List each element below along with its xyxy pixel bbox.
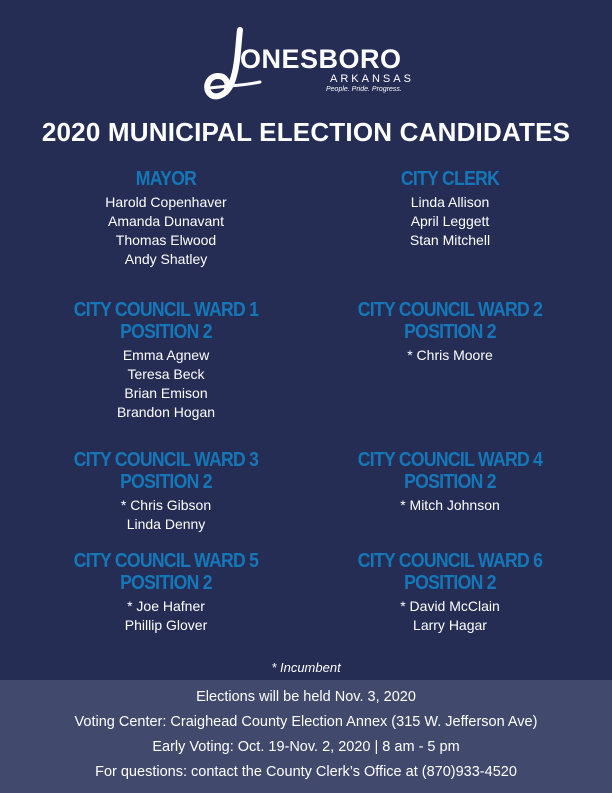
candidate: * David McClain	[400, 598, 500, 614]
logo-state: ARKANSAS	[330, 73, 414, 85]
candidate: * Mitch Johnson	[400, 497, 500, 513]
candidate: Stan Mitchell	[409, 232, 491, 248]
candidate: April Leggett	[410, 213, 490, 229]
candidate: Linda Denny	[126, 516, 206, 532]
office-title: CITY CLERK	[400, 168, 500, 190]
incumbent-note: * Incumbent	[271, 660, 341, 675]
footer-early-voting: Early Voting: Oct. 19-Nov. 2, 2020 | 8 am - 5 pm	[152, 739, 460, 755]
footer-info-band	[0, 680, 612, 793]
logo-tagline: People. Pride. Progress.	[326, 86, 402, 93]
office-mayor	[36, 168, 296, 269]
candidate: Emma Agnew	[122, 347, 210, 363]
candidate: Brian Emison	[124, 385, 208, 401]
office-ward-1	[36, 299, 296, 422]
office-city-clerk	[320, 168, 580, 250]
footer-contact: For questions: contact the County Clerk’s Office at (870)933-4520	[95, 764, 517, 780]
logo-wordmark: ONESBORO	[240, 44, 402, 74]
office-ward-3	[36, 449, 296, 534]
candidate: * Joe Hafner	[127, 598, 205, 614]
candidate: * Chris Moore	[407, 347, 493, 363]
office-title: CITY COUNCIL WARD 2 POSITION 2	[357, 299, 543, 343]
footer-election-date: Elections will be held Nov. 3, 2020	[196, 689, 416, 705]
office-ward-6	[320, 550, 580, 635]
footer-voting-center: Voting Center: Craighead County Election Annex (315 W. Jefferson Ave)	[74, 714, 538, 730]
candidate: Phillip Glover	[124, 617, 208, 633]
candidate: Larry Hagar	[413, 617, 487, 633]
jonesboro-logo	[202, 26, 412, 102]
candidate: Brandon Hogan	[116, 404, 216, 420]
candidate: * Chris Gibson	[120, 497, 212, 513]
candidate: Andy Shatley	[124, 251, 208, 267]
office-title: CITY COUNCIL WARD 6 POSITION 2	[357, 550, 543, 594]
candidate: Harold Copenhaver	[105, 194, 227, 210]
office-ward-4	[320, 449, 580, 515]
office-title: CITY COUNCIL WARD 3 POSITION 2	[73, 449, 259, 493]
page-title: 2020 MUNICIPAL ELECTION CANDIDATES	[41, 117, 571, 147]
candidate: Amanda Dunavant	[108, 213, 224, 229]
candidate: Teresa Beck	[127, 366, 205, 382]
office-ward-5	[36, 550, 296, 635]
office-title: MAYOR	[135, 168, 197, 190]
office-title: CITY COUNCIL WARD 5 POSITION 2	[73, 550, 259, 594]
office-title: CITY COUNCIL WARD 1 POSITION 2	[73, 299, 259, 343]
candidate: Linda Allison	[410, 194, 490, 210]
office-title: CITY COUNCIL WARD 4 POSITION 2	[357, 449, 543, 493]
candidate: Thomas Elwood	[115, 232, 217, 248]
office-ward-2	[320, 299, 580, 365]
